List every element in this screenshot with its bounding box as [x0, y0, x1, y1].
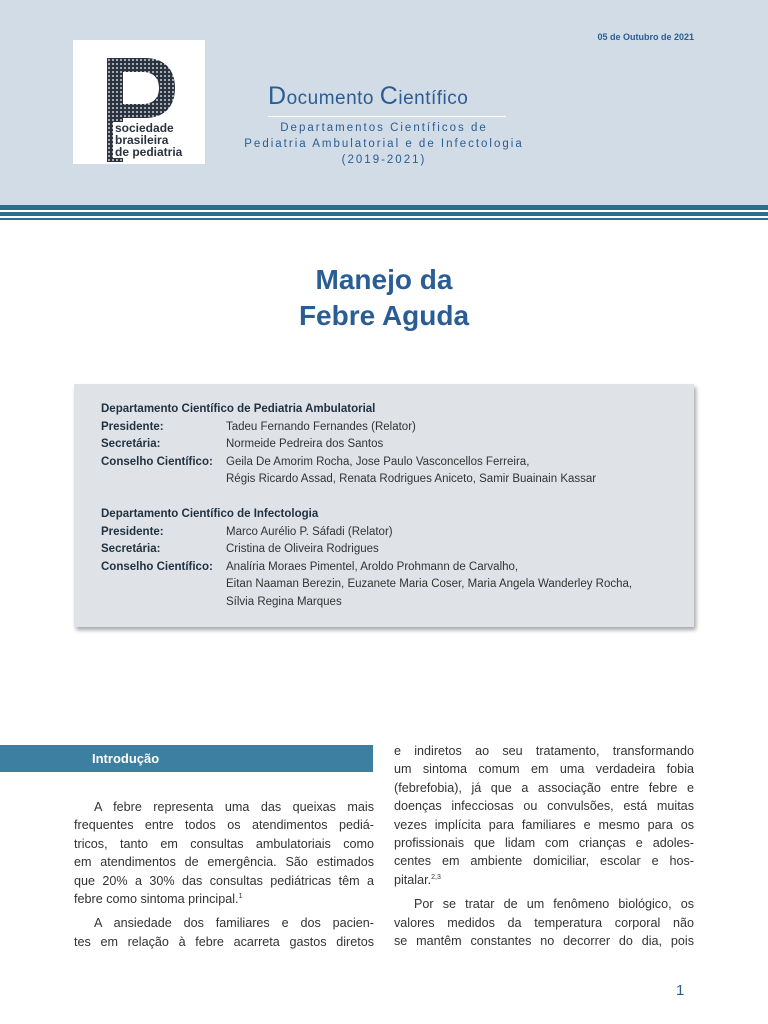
document-type-title: Documento Científico — [268, 82, 469, 110]
committee-dept-ambulatorial — [101, 401, 596, 489]
title-divider — [268, 116, 506, 117]
header-stripe — [0, 218, 768, 220]
committee-row: Conselho Científico: Geila De Amorim Rocha, Jose Paulo Vasconcellos Ferreira, — [101, 455, 530, 468]
committee-row: Sílvia Regina Marques — [226, 595, 342, 608]
paragraph: e indiretos ao seu tratamento, transformando um sintoma comum em uma verdadeira fobia (febrefobia), já que a associação entre febre e doenças infecciosas ou convulsões, está muitas vezes implícita para familiares e mesmo para os profissionais que lidam com crianças e adoles- centes em ambiente domiciliar, escolar e hos- pitalar.$^{2,3}$ — [394, 744, 694, 887]
document-date: 05 de Outubro de 2021 — [597, 32, 694, 42]
committee-row: Conselho Científico: Analíria Moraes Pimentel, Aroldo Prohmann de Carvalho, — [101, 560, 519, 573]
page-title: Manejo da Febre Aguda — [298, 264, 470, 331]
committee-row: Secretária: Normeide Pedreira dos Santos — [101, 438, 384, 451]
citation-ref: 2,3 — [431, 873, 441, 881]
sbp-logo — [73, 40, 205, 164]
header-stripe — [0, 212, 768, 216]
header-stripe — [0, 205, 768, 210]
committee-dept-infectologia — [101, 506, 632, 612]
committee-row: Eitan Naaman Berezin, Euzanete Maria Coser, Maria Angela Wanderley Rocha, — [226, 578, 633, 591]
section-header-introducao — [0, 745, 373, 772]
departments-subtitle: Departamentos Científicos de Pediatria Ambulatorial e de Infectologia (2019-2021) — [244, 122, 524, 166]
section-title: Introdução — [92, 751, 160, 766]
committee-row: Secretária: Cristina de Oliveira Rodrigues — [101, 543, 379, 556]
committee-row: Régis Ricardo Assad, Renata Rodrigues Aniceto, Samir Buainain Kassar — [226, 473, 597, 486]
page-number: 1 — [676, 982, 685, 999]
committee-box — [74, 384, 694, 627]
committee-heading: Departamento Científico de Infectologia — [101, 508, 319, 520]
committee-heading: Departamento Científico de Pediatria Ambulatorial — [101, 403, 376, 415]
paragraph: A febre representa uma das queixas mais frequentes entre todos os atendimentos pediá- tricos, tanto em consultas ambulatoriais como em atendimentos de emergência. São estimados que 20% a 30% das consultas pediátricas têm a febre como sintoma principal.$^1$ — [74, 800, 374, 906]
paragraph: Por se tratar de um fenômeno biológico, os valores medidos da temperatura corporal não se mantêm constantes no decorrer do dia, pois — [394, 897, 694, 948]
committee-row: Presidente: Tadeu Fernando Fernandes (Relator) — [101, 420, 416, 433]
left-column — [74, 798, 374, 951]
sbp-logo-text: sociedade brasileira de pediatria — [115, 121, 183, 159]
citation-ref: 1 — [238, 892, 243, 900]
right-column — [394, 742, 694, 950]
paragraph: A ansiedade dos familiares e dos pacien- tes em relação à febre acarreta gastos diretos — [74, 916, 374, 949]
committee-row: Presidente: Marco Aurélio P. Sáfadi (Relator) — [101, 525, 393, 538]
